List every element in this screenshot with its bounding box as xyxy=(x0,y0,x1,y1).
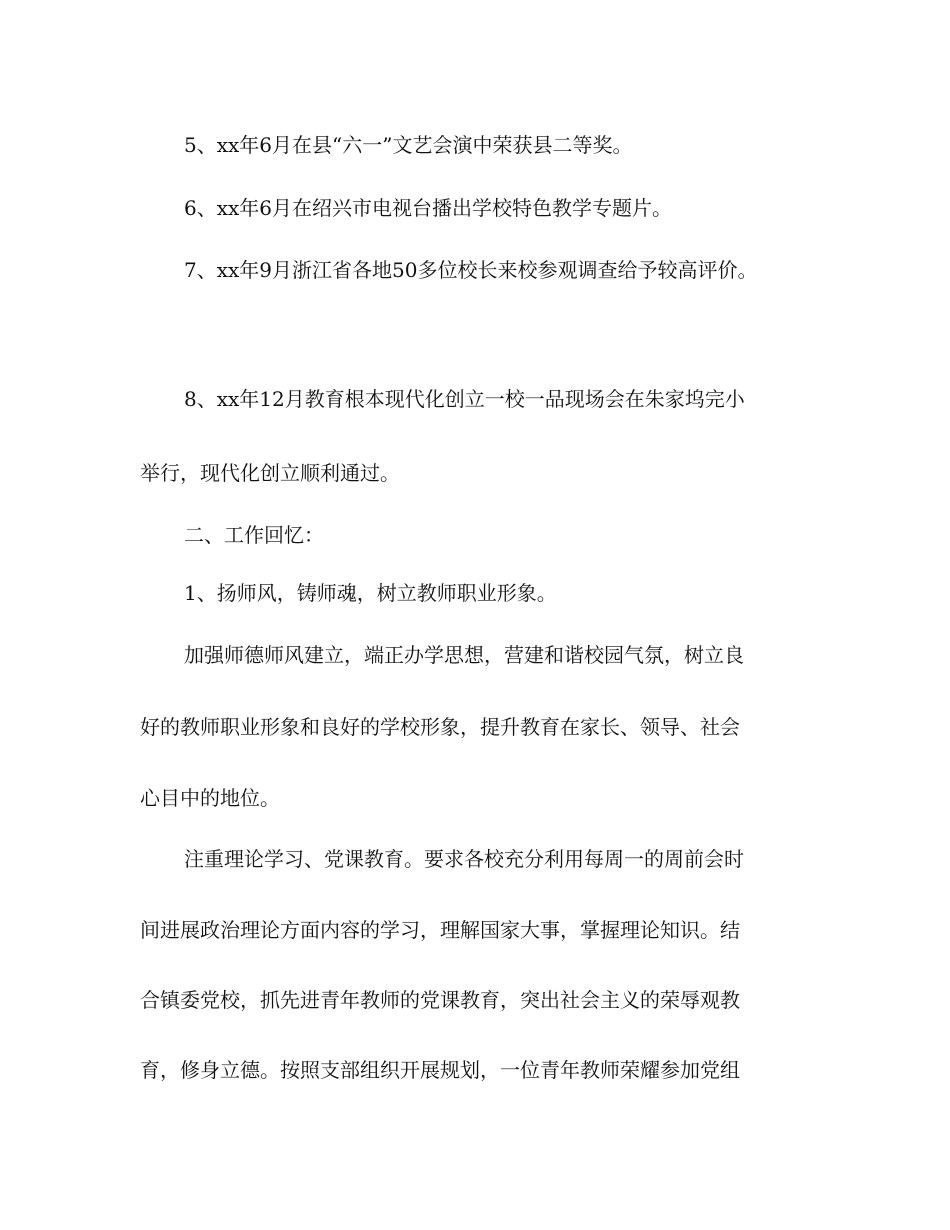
text-line: 举行，现代化创立顺利通过。 xyxy=(140,461,400,485)
text-line: 好的教师职业形象和良好的学校形象，提升教育在家长、领导、社会 xyxy=(140,715,740,739)
text-line: 5、xx年6月在县“六一”文艺会演中荣获县二等奖。 xyxy=(184,133,633,157)
section-heading: 二、工作回忆： xyxy=(184,523,324,547)
subsection-heading: 1、扬师风，铸师魂，树立教师职业形象。 xyxy=(184,581,557,605)
text-line: 育，修身立德。按照支部组织开展规划，一位青年教师荣耀参加党组 xyxy=(140,1058,740,1082)
text-line: 注重理论学习、党课教育。要求各校充分利用每周一的周前会时 xyxy=(184,847,744,871)
text-line: 7、xx年9月浙江省各地50多位校长来校参观调查给予较高评价。 xyxy=(184,258,758,282)
text-line: 合镇委党校，抓先进青年教师的党课教育，突出社会主义的荣辱观教 xyxy=(140,988,740,1012)
text-line: 8、xx年12月教育根本现代化创立一校一品现场会在朱家坞完小 xyxy=(184,387,745,411)
text-line: 加强师德师风建立，端正办学思想，营建和谐校园气氛，树立良 xyxy=(184,643,744,667)
text-line: 6、xx年6月在绍兴市电视台播出学校特色教学专题片。 xyxy=(184,196,673,220)
text-line: 间进展政治理论方面内容的学习，理解国家大事，掌握理论知识。结 xyxy=(140,918,740,942)
text-line: 心目中的地位。 xyxy=(140,786,280,810)
